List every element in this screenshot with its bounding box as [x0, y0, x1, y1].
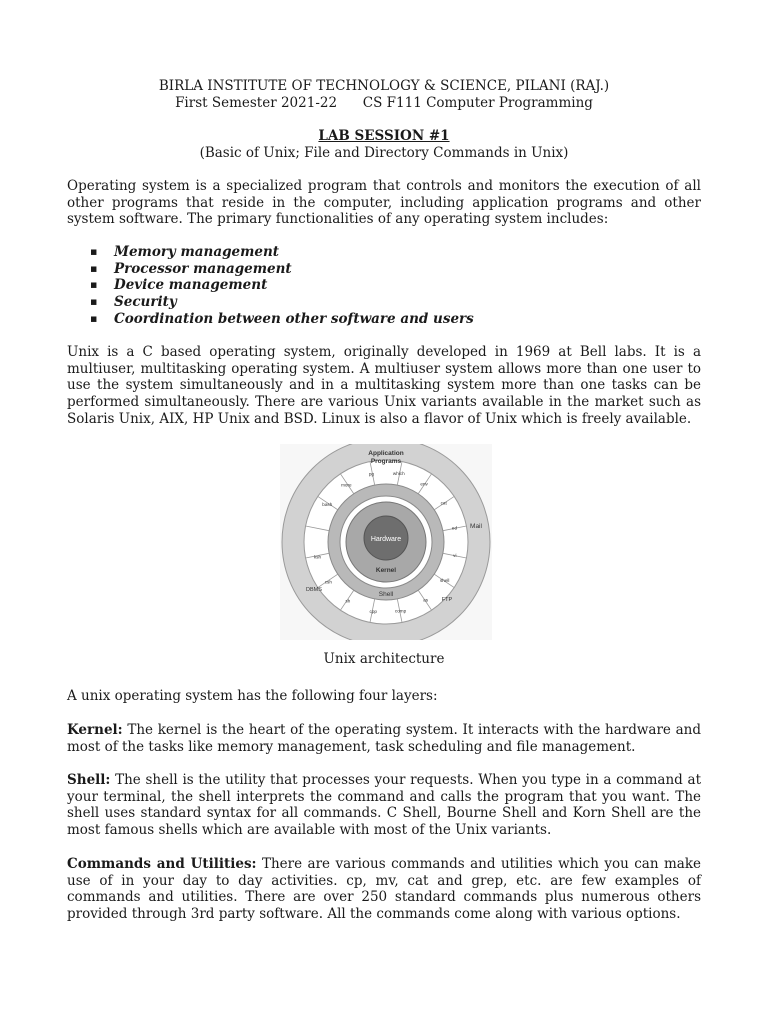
ftp-label: FTP: [441, 597, 453, 603]
course-info: First Semester 2021-22 CS F111 Computer Programming: [175, 95, 593, 111]
command-label: cat: [440, 500, 447, 506]
application-programs-label: Application Programs: [368, 450, 404, 465]
kernel-text: The kernel is the heart of the operating system. It interacts with the hardware and most of the tasks like memory management, task scheduling and file management.: [67, 722, 701, 755]
command-label: env: [420, 481, 428, 487]
command-label: ed: [451, 525, 458, 531]
commands-paragraph: [67, 856, 701, 923]
command-label: csh: [324, 579, 332, 585]
commands-text: There are various commands and utilities which you can make use of in your day to day activities. cp, mv, cat and grep, etc. are few examples of commands and utilities. There are over 250 standard commands plus numerous others provided through 3rd party software. All the commands come along with various options.: [67, 856, 701, 923]
command-label: comp: [394, 608, 407, 614]
layers-intro: A unix operating system has the following four layers:: [67, 688, 438, 704]
list-item: ▪ Processor management: [90, 261, 474, 278]
command-label: sh: [345, 598, 351, 604]
lab-title: LAB SESSION #1: [318, 128, 450, 144]
architecture-svg: [280, 444, 492, 640]
command-label: vi: [453, 552, 457, 558]
unix-architecture-diagram: [280, 444, 492, 640]
command-label: which: [392, 471, 405, 477]
diagram-caption: Unix architecture: [323, 651, 445, 667]
list-item: ▪ Device management: [90, 277, 474, 294]
kernel-label: Kernel: [375, 567, 397, 574]
kernel-term: Kernel:: [67, 722, 123, 738]
list-item: ▪ Security: [90, 294, 474, 311]
kernel-paragraph: [67, 722, 701, 755]
command-label: ksh: [313, 554, 322, 560]
list-item: ▪ Memory management: [90, 244, 474, 261]
unix-paragraph: Unix is a C based operating system, originally developed in 1969 at Bell labs. It is a multiuser, multitasking operating system. A multiuser system allows more than one user to use the system simultaneously and in a multitasking system more than one tasks can be performed simultaneously. There are various Unix variants available in the market such as Solaris Unix, AIX, HP Unix and BSD. Linux is also a flavor of Unix which is freely available.: [67, 344, 701, 427]
shell-paragraph: [67, 772, 701, 839]
list-item: ▪ Coordination between other software and users: [90, 311, 474, 328]
command-label: cpp: [369, 608, 377, 614]
command-label: shell: [439, 578, 450, 584]
command-label: pg: [368, 471, 375, 477]
lab-subtitle: (Basic of Unix; File and Directory Commands in Unix): [199, 145, 569, 161]
command-label: as: [423, 597, 429, 603]
institute-name: BIRLA INSTITUTE OF TECHNOLOGY & SCIENCE, PILANI (RAJ.): [158, 78, 610, 94]
commands-term: Commands and Utilities:: [67, 856, 257, 872]
dbms-label: DBMS: [306, 587, 322, 593]
mail-label: Mail: [470, 523, 482, 530]
shell-label: Shell: [378, 591, 394, 598]
hardware-label: Hardware: [370, 536, 402, 543]
functionality-list: [90, 244, 474, 328]
intro-paragraph: Operating system is a specialized program that controls and monitors the execution of all other programs that reside in the computer, including application programs and other system software. The primary functionalities of any operating system includes:: [67, 178, 701, 228]
shell-text: The shell is the utility that processes your requests. When you type in a command at your terminal, the shell interprets the command and calls the program that you want. The shell uses standard syntax for all commands. C Shell, Bourne Shell and Korn Shell are the most famous shells which are available with most of the Unix variants.: [67, 772, 701, 839]
command-label: bash: [322, 501, 333, 507]
shell-term: Shell:: [67, 772, 111, 788]
command-label: more: [341, 482, 352, 488]
